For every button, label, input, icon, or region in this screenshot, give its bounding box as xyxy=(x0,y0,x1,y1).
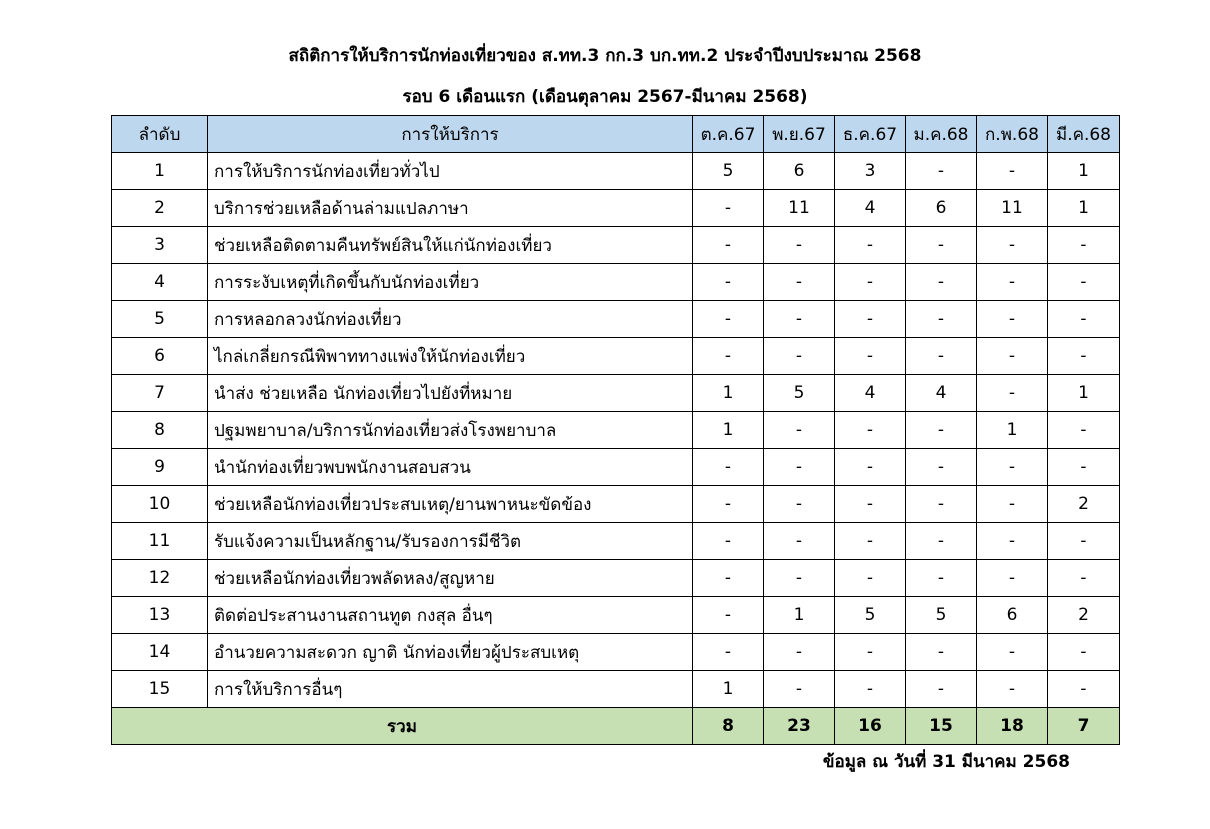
month-value-cell: - xyxy=(906,634,977,671)
month-value-cell: - xyxy=(1048,301,1120,338)
table-row xyxy=(112,338,1120,375)
month-value-cell: - xyxy=(835,671,906,708)
header-month: ม.ค.68 xyxy=(906,116,977,153)
month-value-cell: - xyxy=(835,560,906,597)
header-month: ธ.ค.67 xyxy=(835,116,906,153)
month-value-cell: - xyxy=(906,301,977,338)
month-value-cell: 1 xyxy=(977,412,1048,449)
service-name: นำนักท่องเที่ยวพบพนักงานสอบสวน xyxy=(208,449,693,486)
month-value-cell: - xyxy=(1048,227,1120,264)
month-value-cell: - xyxy=(835,634,906,671)
row-number: 15 xyxy=(112,671,208,708)
total-row xyxy=(112,708,1120,745)
table-row xyxy=(112,486,1120,523)
month-value-cell: - xyxy=(1048,264,1120,301)
month-value-cell: - xyxy=(977,338,1048,375)
service-name: การให้บริการอื่นๆ xyxy=(208,671,693,708)
service-name: ช่วยเหลือนักท่องเที่ยวประสบเหตุ/ยานพาหนะขัดข้อง xyxy=(208,486,693,523)
month-value-cell: 5 xyxy=(693,153,764,190)
month-value-cell: 11 xyxy=(977,190,1048,227)
month-value-cell: 4 xyxy=(835,190,906,227)
row-number: 3 xyxy=(112,227,208,264)
month-value-cell: - xyxy=(1048,449,1120,486)
row-number: 14 xyxy=(112,634,208,671)
month-value-cell: - xyxy=(764,486,835,523)
header-month: ต.ค.67 xyxy=(693,116,764,153)
service-name: การระงับเหตุที่เกิดขึ้นกับนักท่องเที่ยว xyxy=(208,264,693,301)
row-number: 6 xyxy=(112,338,208,375)
row-number: 9 xyxy=(112,449,208,486)
month-value-cell: 2 xyxy=(1048,597,1120,634)
total-cell: 7 xyxy=(1048,708,1120,745)
month-value-cell: 5 xyxy=(906,597,977,634)
month-value-cell: - xyxy=(906,264,977,301)
table-row xyxy=(112,449,1120,486)
month-value-cell: 3 xyxy=(835,153,906,190)
total-cell: 16 xyxy=(835,708,906,745)
month-value-cell: 2 xyxy=(1048,486,1120,523)
month-value-cell: 6 xyxy=(764,153,835,190)
month-value-cell: - xyxy=(693,264,764,301)
month-value-cell: - xyxy=(693,301,764,338)
month-value-cell: - xyxy=(835,338,906,375)
month-value-cell: - xyxy=(1048,412,1120,449)
month-value-cell: 4 xyxy=(835,375,906,412)
month-value-cell: - xyxy=(764,301,835,338)
month-value-cell: - xyxy=(1048,634,1120,671)
month-value-cell: - xyxy=(693,560,764,597)
month-value-cell: - xyxy=(693,486,764,523)
row-number: 5 xyxy=(112,301,208,338)
table-row xyxy=(112,597,1120,634)
service-name: รับแจ้งความเป็นหลักฐาน/รับรองการมีชีวิต xyxy=(208,523,693,560)
month-value-cell: - xyxy=(906,671,977,708)
service-name: การให้บริการนักท่องเที่ยวทั่วไป xyxy=(208,153,693,190)
table-row xyxy=(112,264,1120,301)
month-value-cell: - xyxy=(764,412,835,449)
data-date-note: ข้อมูล ณ วันที่ 31 มีนาคม 2568 xyxy=(822,752,1070,772)
row-number: 12 xyxy=(112,560,208,597)
table-row xyxy=(112,190,1120,227)
header-month: มี.ค.68 xyxy=(1048,116,1120,153)
header-month: พ.ย.67 xyxy=(764,116,835,153)
month-value-cell: - xyxy=(764,264,835,301)
month-value-cell: - xyxy=(693,449,764,486)
month-value-cell: - xyxy=(906,560,977,597)
month-value-cell: 6 xyxy=(977,597,1048,634)
month-value-cell: - xyxy=(764,449,835,486)
month-value-cell: - xyxy=(1048,671,1120,708)
table-row xyxy=(112,153,1120,190)
month-value-cell: - xyxy=(693,338,764,375)
month-value-cell: - xyxy=(977,449,1048,486)
month-value-cell: - xyxy=(693,597,764,634)
month-value-cell: - xyxy=(906,412,977,449)
month-value-cell: - xyxy=(977,486,1048,523)
table-row xyxy=(112,634,1120,671)
month-value-cell: - xyxy=(1048,338,1120,375)
month-value-cell: - xyxy=(693,190,764,227)
month-value-cell: - xyxy=(835,523,906,560)
month-value-cell: - xyxy=(835,301,906,338)
month-value-cell: - xyxy=(977,560,1048,597)
month-value-cell: - xyxy=(764,560,835,597)
month-value-cell: 4 xyxy=(906,375,977,412)
month-value-cell: - xyxy=(764,523,835,560)
row-number: 8 xyxy=(112,412,208,449)
month-value-cell: - xyxy=(764,227,835,264)
service-name: ช่วยเหลือนักท่องเที่ยวพลัดหลง/สูญหาย xyxy=(208,560,693,597)
table-row xyxy=(112,671,1120,708)
header-service: การให้บริการ xyxy=(208,116,693,153)
month-value-cell: - xyxy=(835,486,906,523)
total-label: รวม xyxy=(112,708,693,745)
table-row xyxy=(112,375,1120,412)
month-value-cell: - xyxy=(977,671,1048,708)
month-value-cell: - xyxy=(764,338,835,375)
month-value-cell: - xyxy=(1048,560,1120,597)
report-title: สถิติการให้บริการนักท่องเที่ยวของ ส.ทท.3 กก.3 บก.ทท.2 ประจำปีงบประมาณ 2568 xyxy=(288,46,922,66)
table-header-row xyxy=(112,116,1120,153)
month-value-cell: - xyxy=(906,227,977,264)
month-value-cell: - xyxy=(977,301,1048,338)
month-value-cell: 11 xyxy=(764,190,835,227)
table-row xyxy=(112,227,1120,264)
month-value-cell: - xyxy=(906,449,977,486)
report-subtitle: รอบ 6 เดือนแรก (เดือนตุลาคม 2567-มีนาคม 2568) xyxy=(402,87,808,107)
total-cell: 8 xyxy=(693,708,764,745)
month-value-cell: 1 xyxy=(1048,153,1120,190)
service-name: ติดต่อประสานงานสถานทูต กงสุล อื่นๆ xyxy=(208,597,693,634)
service-name: ปฐมพยาบาล/บริการนักท่องเที่ยวส่งโรงพยาบาล xyxy=(208,412,693,449)
row-number: 10 xyxy=(112,486,208,523)
month-value-cell: 6 xyxy=(906,190,977,227)
service-name: ไกล่เกลี่ยกรณีพิพาททางแพ่งให้นักท่องเที่ยว xyxy=(208,338,693,375)
service-name: ช่วยเหลือติดตามคืนทรัพย์สินให้แก่นักท่องเที่ยว xyxy=(208,227,693,264)
row-number: 11 xyxy=(112,523,208,560)
total-cell: 18 xyxy=(977,708,1048,745)
service-name: การหลอกลวงนักท่องเที่ยว xyxy=(208,301,693,338)
month-value-cell: 5 xyxy=(835,597,906,634)
month-value-cell: - xyxy=(906,523,977,560)
month-value-cell: 1 xyxy=(764,597,835,634)
month-value-cell: - xyxy=(977,375,1048,412)
table-row xyxy=(112,560,1120,597)
month-value-cell: - xyxy=(906,153,977,190)
month-value-cell: - xyxy=(835,264,906,301)
month-value-cell: 5 xyxy=(764,375,835,412)
month-value-cell: - xyxy=(906,486,977,523)
month-value-cell: - xyxy=(977,227,1048,264)
header-no: ลำดับ xyxy=(112,116,208,153)
month-value-cell: - xyxy=(693,523,764,560)
month-value-cell: - xyxy=(906,338,977,375)
month-value-cell: - xyxy=(977,523,1048,560)
header-month: ก.พ.68 xyxy=(977,116,1048,153)
month-value-cell: - xyxy=(764,671,835,708)
service-name: นำส่ง ช่วยเหลือ นักท่องเที่ยวไปยังที่หมาย xyxy=(208,375,693,412)
total-cell: 15 xyxy=(906,708,977,745)
table-row xyxy=(112,412,1120,449)
table-row xyxy=(112,523,1120,560)
month-value-cell: 1 xyxy=(1048,375,1120,412)
month-value-cell: 1 xyxy=(693,375,764,412)
month-value-cell: - xyxy=(977,153,1048,190)
service-name: บริการช่วยเหลือด้านล่ามแปลภาษา xyxy=(208,190,693,227)
month-value-cell: - xyxy=(977,634,1048,671)
month-value-cell: - xyxy=(835,412,906,449)
month-value-cell: 1 xyxy=(1048,190,1120,227)
service-name: อำนวยความสะดวก ญาติ นักท่องเที่ยวผู้ประสบเหตุ xyxy=(208,634,693,671)
month-value-cell: - xyxy=(764,634,835,671)
total-cell: 23 xyxy=(764,708,835,745)
month-value-cell: 1 xyxy=(693,412,764,449)
table-body xyxy=(112,153,1120,708)
row-number: 4 xyxy=(112,264,208,301)
row-number: 2 xyxy=(112,190,208,227)
month-value-cell: - xyxy=(977,264,1048,301)
month-value-cell: - xyxy=(1048,523,1120,560)
month-value-cell: - xyxy=(835,449,906,486)
table-row xyxy=(112,301,1120,338)
row-number: 7 xyxy=(112,375,208,412)
row-number: 1 xyxy=(112,153,208,190)
month-value-cell: - xyxy=(693,634,764,671)
statistics-table xyxy=(111,115,1120,745)
month-value-cell: - xyxy=(835,227,906,264)
row-number: 13 xyxy=(112,597,208,634)
month-value-cell: - xyxy=(693,227,764,264)
month-value-cell: 1 xyxy=(693,671,764,708)
